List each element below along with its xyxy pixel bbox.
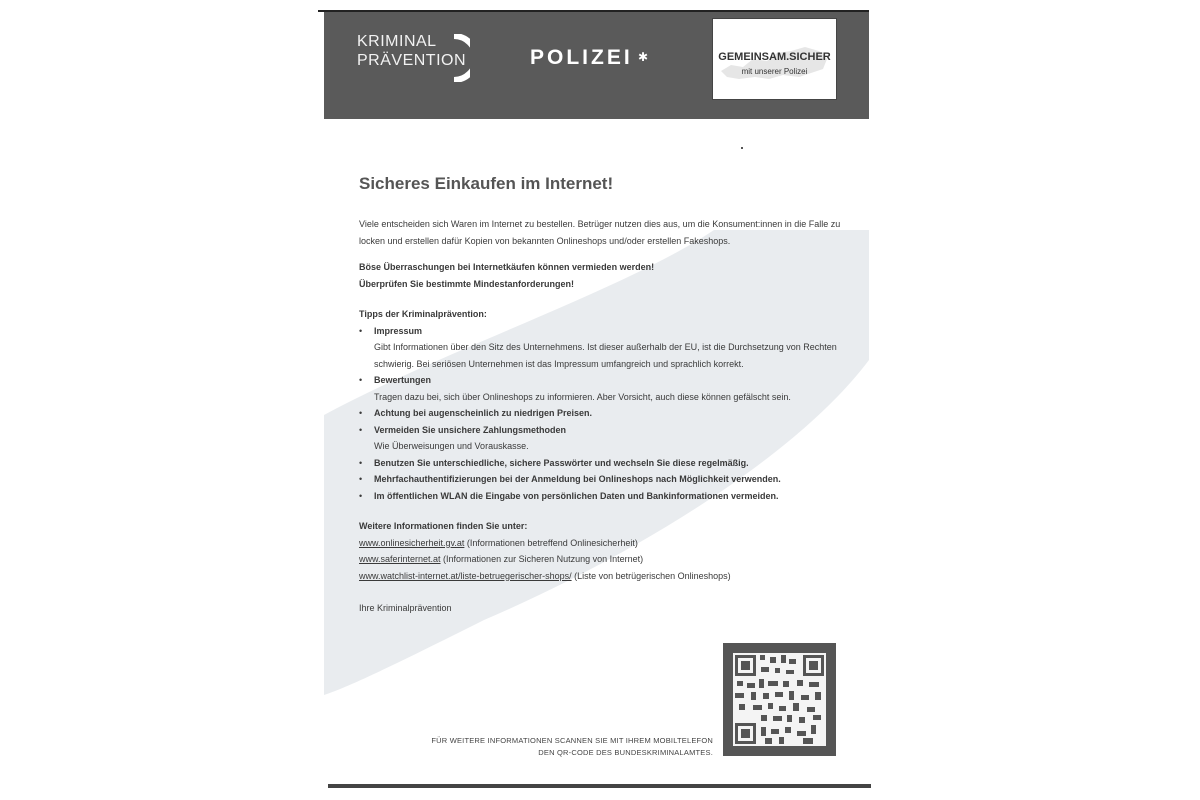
scan-instruction — [380, 735, 713, 759]
qr-code[interactable] — [723, 643, 836, 756]
tips-heading: Tipps der Kriminalprävention: — [359, 309, 487, 319]
signoff: Ihre Kriminalprävention — [359, 603, 452, 613]
polizei-star-icon: ✱ — [638, 50, 649, 64]
gemeinsam-sicher-logo — [712, 18, 837, 100]
tip-title: • Vermeiden Sie unsichere Zahlungsmethoden — [374, 424, 567, 435]
page-title: Sicheres Einkaufen im Internet! — [359, 174, 614, 193]
tip-title: • Impressum — [374, 325, 423, 336]
link-row — [359, 535, 849, 552]
polizei-logo: POLIZEI — [530, 46, 633, 69]
tip-title: • Mehrfachauthentifizierungen bei der Anmeldung bei Onlineshops nach Möglichkeit verwenden. — [374, 474, 781, 484]
warning-line-1: Böse Überraschungen bei Internetkäufen können vermieden werden! — [359, 262, 655, 272]
tip-title: • Bewertungen — [374, 375, 432, 385]
tip-title: • Achtung bei augenscheinlich zu niedrigen Preisen. — [374, 408, 593, 418]
link-saferinternet[interactable]: www.saferinternet.at — [359, 554, 441, 564]
kp-arc-icon — [450, 34, 470, 82]
tip-item — [359, 405, 849, 422]
gs-title: GEMEINSAM.SICHER — [718, 51, 831, 63]
link-row — [359, 551, 849, 568]
austria-map-icon — [719, 43, 829, 83]
tip-item — [359, 422, 849, 455]
tip-title: • Im öffentlichen WLAN die Eingabe von persönlichen Daten und Bankinformationen vermeiden. — [374, 490, 779, 501]
bottom-rule — [328, 784, 871, 788]
warning-block — [359, 259, 849, 292]
tip-description: Tragen dazu bei, sich über Onlineshops zu informieren. Aber Vorsicht, auch diese können gefälscht sein. — [374, 391, 791, 402]
tip-item — [359, 323, 849, 373]
intro-paragraph: Viele entscheiden sich Waren im Internet zu bestellen. Betrüger nutzen dies aus, um die Konsument:innen in die Falle zu locken und erstellen dafür Kopien von bekannten Onlineshops und/oder erstellen Fakeshops. — [359, 219, 841, 246]
warning-line-2: Überprüfen Sie bestimmte Mindestanforderungen! — [359, 278, 575, 289]
tip-description: Gibt Informationen über den Sitz des Unternehmens. Ist dieser außerhalb der EU, ist die Durchsetzung von Rechten schwierig. Bei seriösen Unternehmen ist das Impressum umfangreich und sprachlich korrekt. — [374, 342, 837, 369]
tip-item — [359, 488, 849, 505]
tip-description: Wie Überweisungen und Vorauskasse. — [374, 441, 529, 451]
qr-code-icon — [723, 643, 836, 756]
link-note: (Liste von betrügerischen Onlineshops) — [571, 570, 731, 581]
kp-logo-line1: KRIMINAL — [357, 33, 437, 50]
header-banner — [324, 12, 869, 119]
kp-logo-line2: PRÄVENTION — [357, 52, 467, 69]
link-watchlist[interactable]: www.watchlist-internet.at/liste-betruegerischer-shops/ — [359, 570, 572, 581]
link-note: (Informationen zur Sicheren Nutzung von Internet) — [440, 554, 644, 564]
more-info-heading: Weitere Informationen finden Sie unter: — [359, 521, 528, 531]
document-body — [359, 172, 849, 617]
tips-list — [359, 323, 849, 505]
link-note: (Informationen betreffend Onlinesicherheit) — [464, 537, 638, 548]
tip-title: • Benutzen Sie unterschiedliche, sichere Passwörter und wechseln Sie diese regelmäßig. — [374, 457, 749, 468]
scan-line-1: FÜR WEITERE INFORMATIONEN SCANNEN SIE MIT IHREM MOBILTELEFON — [431, 736, 713, 745]
scan-speck — [741, 147, 743, 149]
link-onlinesicherheit[interactable]: www.onlinesicherheit.gv.at — [359, 537, 465, 548]
tip-item — [359, 471, 849, 488]
tip-item — [359, 455, 849, 472]
gs-subtitle: mit unserer Polizei — [741, 67, 808, 76]
link-row — [359, 568, 849, 585]
tip-item — [359, 372, 849, 405]
scan-line-2: DEN QR-CODE DES BUNDESKRIMINALAMTES. — [538, 748, 713, 757]
